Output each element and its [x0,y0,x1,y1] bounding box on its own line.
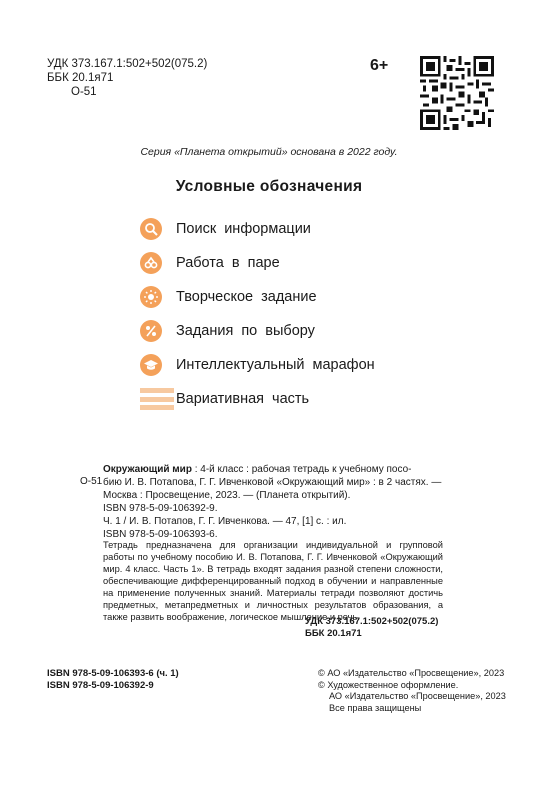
isbn-block [47,668,179,692]
legend-item-variative [140,382,375,416]
legend-label: Работа в паре [176,255,280,271]
legend-item-pair-work [140,246,375,280]
bbk-code: ББК 20.1я71 [47,72,114,84]
biblio-isbn-1: ISBN 978-5-09-106392-9. [103,503,218,514]
copyright-line-3: АО «Издательство «Просвещение», 2023 [329,691,506,701]
legend-label: Поиск информации [176,221,311,237]
udk-code: УДК 373.167.1:502+502(075.2) [47,58,208,70]
sun-icon [140,286,162,308]
legend-label: Творческое задание [176,289,317,305]
isbn-part-1: ISBN 978-5-09-106393-6 (ч. 1) [47,668,179,679]
bbk-code-bottom: ББК 20.1я71 [305,628,362,639]
biblio-part: Ч. 1 / И. В. Потапов, Г. Г. Ивченкова. — 47, [1] с. : ил. [103,516,347,527]
graduation-cap-icon [140,354,162,376]
book-title: Окружающий мир [103,464,192,475]
biblio-line-1-rest: : 4-й класс : рабочая тетрадь к учебному посо- [191,464,412,475]
legend-list [140,212,375,416]
legend-label: Вариативная часть [176,391,310,407]
age-rating: 6+ [370,57,389,74]
copyright-line-2: © Художественное оформление. [318,679,459,690]
series-note: Серия «Планета открытий» основана в 2022 году. [140,146,398,158]
biblio-line-3: Москва : Просвещение, 2023. — (Планета открытий). [103,490,351,501]
legend-item-creative [140,280,375,314]
percent-icon [140,320,162,342]
legend-title: Условные обозначения [175,178,363,195]
bibliographic-record [103,463,443,541]
biblio-isbn-2: ISBN 978-5-09-106393-6. [103,529,218,540]
legend-item-marathon [140,348,375,382]
isbn-set: ISBN 978-5-09-106392-9 [47,680,154,691]
copyright-line-4: Все права защищены [329,702,422,713]
annotation: Тетрадь предназначена для организации индивидуальной и групповой работы по учебному пособию И. В. Потапова, Г. Г. Ивченковой «Окружающий мир. 4 класс. Часть 1». В тетрадь входят задания разной степени сложности, обеспечивающие дифференцированный подход в обучении и направленные на применение полученных знаний. Материалы тетради позволяют достичь предметных, метапредметных и личностных результатов образования, а также развить воображение, логическое мышление и речь. [103,540,443,622]
legend-item-choice [140,314,375,348]
legend-label: Интеллектуальный марафон [176,357,375,373]
magnifier-icon [140,218,162,240]
legend-item-search [140,212,375,246]
stripes-icon [140,388,174,410]
author-index: О-51 [71,86,97,98]
copyright-line-1: © АО «Издательство «Просвещение», 2023 [318,668,505,678]
biblio-line-1 [103,463,443,476]
qr-code-icon[interactable] [420,56,494,130]
pair-work-icon [140,252,162,274]
udk-code-bottom: УДК 373.167.1:502+502(075.2) [305,616,439,627]
biblio-line-2: бию И. В. Потапова, Г. Г. Ивченковой «Окружающий мир» : в 2 частях. — [103,477,442,488]
classification-codes [47,57,207,99]
biblio-index: О-51 [80,476,103,487]
legend-label: Задания по выбору [176,323,315,339]
copyright-block [318,668,506,714]
classification-codes-bottom [305,616,438,640]
